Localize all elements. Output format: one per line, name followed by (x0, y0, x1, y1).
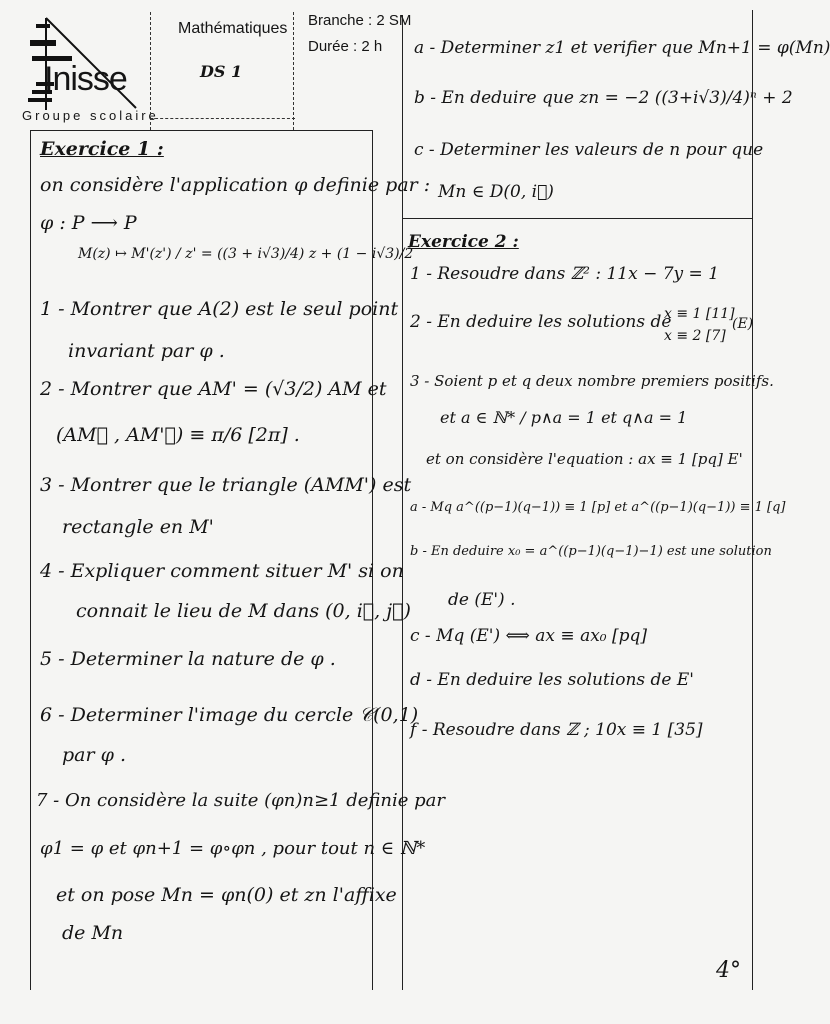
ex1-item: par φ . (62, 744, 126, 766)
left-border (30, 130, 31, 990)
ex2-item: et on considère l'equation : ax ≡ 1 [pq] E' (426, 450, 743, 468)
ex1-item: et on pose Mn = φn(0) et zn l'affixe (56, 884, 397, 906)
ex2-item: b - En deduire x₀ = a^((p−1)(q−1)−1) est une solution (410, 544, 772, 559)
ex1-item: 4 - Expliquer comment situer M' si on (40, 560, 404, 582)
header-divider-2 (293, 12, 294, 130)
ex1-item: 6 - Determiner l'image du cercle 𝒞(0,1) (40, 704, 419, 726)
ex1-item: de Mn (62, 922, 124, 944)
ex1-item: φ1 = φ et φn+1 = φ∘φn , pour tout n ∈ ℕ* (40, 838, 426, 859)
ex2-system-label: (E) (732, 316, 754, 332)
ex2-item: d - En deduire les solutions de E' (410, 670, 694, 690)
ex1-item: 2 - Montrer que AM' = (√3/2) AM et (40, 378, 387, 400)
ex1-item: 3 - Montrer que le triangle (AMM') est (40, 474, 412, 496)
school-group: Groupe scolaire (22, 108, 159, 123)
ex2-item: 2 - En deduire les solutions de (410, 312, 672, 332)
ex2-item: et a ∈ ℕ* / p∧a = 1 et q∧a = 1 (440, 408, 688, 427)
ex1-cont-item: a - Determiner z1 et verifier que Mn+1 = φ(Mn) (414, 38, 830, 58)
ex1-cont-item: b - En deduire que zn = −2 ((3+i√3)/4)ⁿ + 2 (414, 88, 793, 108)
ex2-item: a - Mq a^((p−1)(q−1)) ≡ 1 [p] et a^((p−1)(q−1)) ≡ 1 [q] (410, 500, 786, 515)
ex2-system-line: x ≡ 1 [11] (664, 306, 735, 322)
subject-label: Mathématiques (178, 20, 288, 37)
header-bottom (150, 118, 295, 119)
school-name: Inisse (44, 60, 127, 98)
ex2-item: 1 - Resoudre dans ℤ² : 11x − 7y = 1 (410, 264, 720, 284)
ex2-item: 3 - Soient p et q deux nombre premiers positifs. (410, 372, 774, 390)
ex2-top-border (402, 218, 752, 219)
ex1-item: 7 - On considère la suite (φn)n≥1 definie par (36, 790, 445, 811)
ex1-top-border (30, 130, 372, 131)
ex2-item: c - Mq (E') ⟺ ax ≡ ax₀ [pq] (410, 626, 648, 646)
ex1-cont-item: c - Determiner les valeurs de n pour que (414, 140, 764, 160)
ex1-item: 1 - Montrer que A(2) est le seul point (40, 298, 399, 320)
ex1-intro-line: M(z) ↦ M'(z') / z' = ((3 + i√3)/4) z + (1 − i√3)/2 (78, 246, 414, 262)
ex1-intro-line: φ : P ⟶ P (40, 212, 137, 234)
header-divider-1 (150, 12, 151, 130)
ex2-system-line: x ≡ 2 [7] (664, 328, 726, 344)
ex1-cont-item: Mn ∈ D(0, i⃗) (438, 182, 554, 202)
exam-label: DS 1 (200, 62, 243, 81)
ex1-item: 5 - Determiner la nature de φ . (40, 648, 336, 670)
duration-label: Durée : 2 h (308, 38, 383, 55)
ex1-item: rectangle en M' (62, 516, 214, 538)
branch-label: Branche : 2 SM (308, 12, 412, 29)
ex2-item: f - Resoudre dans ℤ ; 10x ≡ 1 [35] (410, 720, 703, 740)
ex2-item: de (E') . (448, 590, 516, 610)
ex1-title: Exercice 1 : (40, 138, 164, 160)
ex1-item: invariant par φ . (68, 340, 225, 362)
ex2-title: Exercice 2 : (408, 232, 519, 252)
ex1-item: (AM⃗ , AM'⃗) ≡ π/6 [2π] . (56, 424, 300, 446)
page-mark: 4° (716, 958, 741, 983)
ex1-intro-line: on considère l'application φ definie par : (40, 174, 431, 196)
ex1-item: connait le lieu de M dans (0, i⃗, j⃗) (76, 600, 411, 622)
